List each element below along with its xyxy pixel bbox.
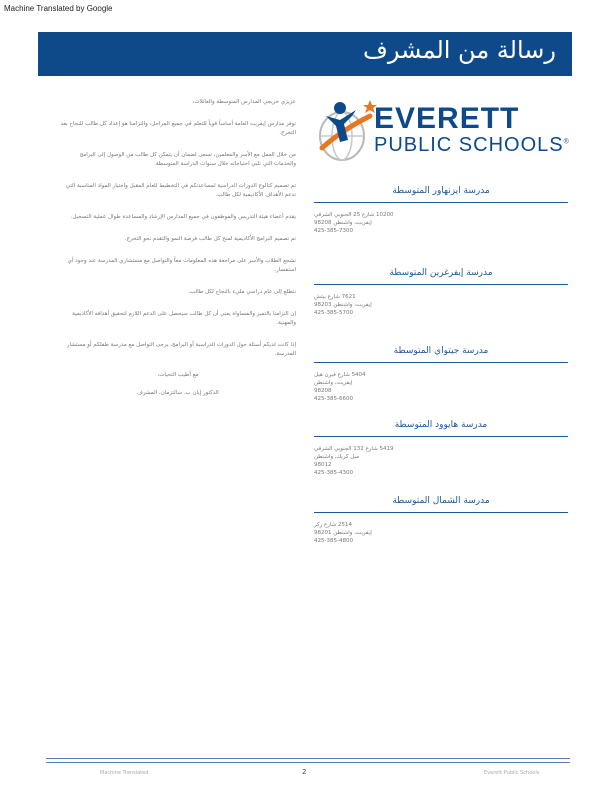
letter-paragraph: نشجع الطلاب والأسر على مراجعة هذه المعلومات معاً والتواصل مع مستشاري المدرسة عند وجود أي استفسار.	[67, 258, 296, 273]
school-address: 7621 شارع بيتش إيفريت، واشنطن 98203 425-385-5700	[314, 294, 372, 316]
school-block-north	[314, 496, 568, 545]
school-address: 2514 شارع رِكِر إيفريت، واشنطن 98201 425-385-4800	[314, 522, 372, 544]
page-title: رسالة من المشرف	[363, 36, 556, 64]
letter-paragraph: تم تصميم كتالوج الدورات الدراسية لمساعدتكم في التخطيط للعام المقبل واختيار المواد المناسبة التي تدعم الأهداف الأكاديمية لكل طالب.	[65, 183, 296, 198]
letter-paragraph: يقدم أعضاء هيئة التدريس والموظفون في جميع المدارس الإرشاد والمساعدة طوال عملية التسجيل.	[70, 214, 296, 220]
superintendent-letter	[60, 98, 296, 408]
letter-paragraph: تم تصميم البرامج الأكاديمية لمنح كل طالب فرصة النمو والتقدم نحو التخرج.	[124, 236, 296, 242]
footer-right-text: Everett Public Schools	[484, 770, 540, 776]
letter-signature: الدكتور إيان ب. سالتزمان، المشرف	[137, 390, 219, 396]
school-block-evergreen	[314, 268, 568, 317]
machine-translated-label: Machine Translated by Google	[4, 4, 113, 13]
letter-closing: مع أطيب التحيات،	[157, 372, 199, 378]
page-number: 2	[302, 768, 307, 776]
letter-paragraph: من خلال العمل مع الأسر والمعلمين، نسعى لضمان أن يتمكن كل طالب من الوصول إلى البرامج والخدمات التي تلبي احتياجاته خلال سنوات الدراسة المتوسطة.	[79, 152, 296, 167]
letter-paragraph: إن التزامنا بالتميز والمساواة يعني أن كل طالب سيحصل على الدعم اللازم لتحقيق أهدافه الأكاديمية والمهنية.	[72, 311, 296, 326]
school-address: 5404 شارع فيرن هيل إيفريت، واشنطن 98208 425-385-6600	[314, 372, 366, 402]
school-block-gateway	[314, 346, 568, 403]
school-block-eisenhower	[314, 186, 568, 235]
school-divider	[314, 202, 568, 203]
footer-left-text: Machine Translated	[100, 770, 149, 776]
district-logo	[312, 96, 580, 168]
school-address: 5419 شارع 132 الجنوبي الشرقي ميل كريك، واشنطن 98012 425-385-4300	[314, 446, 394, 476]
school-name: مدرسة ايزنهاور المتوسطة	[392, 186, 490, 196]
logo-word-everett: EVERETT	[374, 102, 520, 135]
school-name: مدرسة هايوود المتوسطة	[394, 420, 488, 430]
school-divider	[314, 436, 568, 437]
footer-divider	[46, 762, 570, 763]
school-name: مدرسة إيفرغرين المتوسطة	[389, 268, 493, 278]
school-address: 10200 شارع 25 الجنوبي الشرقي إيفريت، واشنطن 98208 425-385-7300	[314, 212, 394, 234]
logo-word-public-schools: PUBLIC SCHOOLS®	[374, 134, 570, 156]
letter-paragraph: عزيزي خريجي المدارس المتوسطة والعائلات،	[192, 99, 296, 105]
letter-paragraph: توفر مدارس إيفريت العامة أساساً قوياً للتعلم في جميع المراحل، والتزامنا هو إعداد كل طالب للنجاح بعد التخرج.	[60, 121, 296, 136]
footer-divider	[46, 758, 570, 759]
person-globe-icon	[312, 96, 378, 168]
school-block-heatherwood	[314, 420, 568, 477]
school-name: مدرسة جيتواي المتوسطة	[393, 346, 489, 356]
letter-paragraph: إذا كانت لديكم أسئلة حول الدورات الدراسية أو البرامج، يرجى التواصل مع مدرسة طفلكم أو مستشار المدرسة.	[66, 342, 296, 357]
school-divider	[314, 362, 568, 363]
letter-paragraph: نتطلع إلى عام دراسي مليء بالنجاح لكل طالب.	[188, 289, 296, 295]
school-name: مدرسة الشمال المتوسطة	[392, 496, 490, 506]
header-banner	[38, 32, 572, 76]
school-divider	[314, 512, 568, 513]
school-divider	[314, 284, 568, 285]
